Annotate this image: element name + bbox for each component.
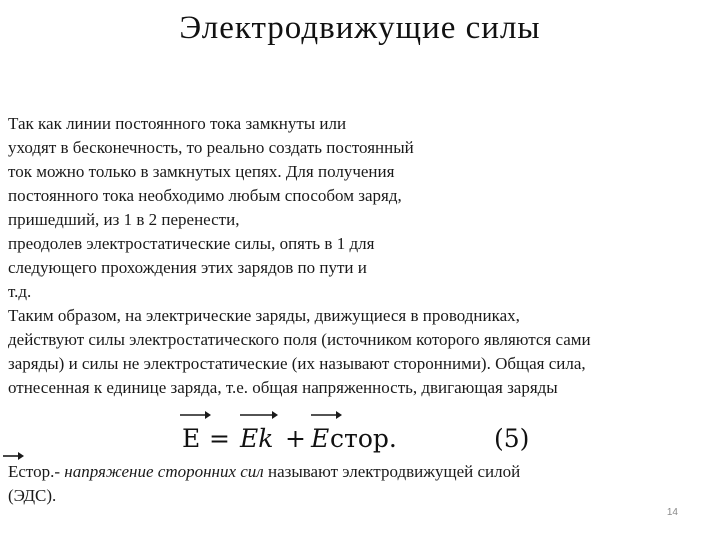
body-line: Так как линии постоянного тока замкнуты или [8, 114, 347, 133]
formula-5 [0, 405, 720, 461]
vector-arrow-estor [311, 411, 342, 419]
vector-arrow-icon [2, 451, 24, 461]
vector-arrow-e [180, 411, 211, 419]
vector-arrow-ek [240, 411, 278, 419]
body-line: ток можно только в замкнутых цепях. Для получения [8, 162, 395, 181]
body-line: пришедший, из 1 в 2 перенести, [8, 210, 240, 229]
body-line: постоянного тока необходимо любым способом заряд, [8, 186, 402, 205]
page-number: 14 [666, 507, 678, 518]
estor-symbol [8, 461, 60, 482]
definition-line-2: (ЭДС). [8, 486, 57, 505]
body-line: следующего прохождения этих зарядов по пути и [8, 258, 367, 277]
definition-italic-term: напряжение сторонних сил [64, 462, 264, 481]
body-line: Таким образом, на электрические заряды, движущиеся в проводниках, [8, 306, 520, 325]
formula-equals: = [209, 424, 230, 453]
formula-graphic [0, 405, 720, 461]
body-line: заряды) и силы не электростатические (их называют сторонними). Общая сила, [8, 354, 586, 373]
formula-lhs: E [182, 424, 201, 453]
definition-line [8, 461, 520, 482]
formula-term-stor: стор. [330, 424, 397, 453]
body-line: действуют силы электростатического поля (источником которого являются сами [8, 330, 591, 349]
slide-title: Электродвижущие силы [179, 10, 541, 46]
body-line: т.д. [8, 282, 32, 301]
body-line: преодолев электростатические силы, опять в 1 для [8, 234, 375, 253]
formula-plus: + [285, 424, 306, 453]
body-line: уходят в бесконечность, то реально создать постоянный [8, 138, 414, 157]
formula-term-ek: Ek [240, 424, 274, 453]
body-line: отнесенная к единице заряда, т.е. общая напряженность, двигающая заряды [8, 378, 558, 397]
estor-symbol-text: Естор.- [8, 462, 61, 481]
definition-rest: называют электродвижущей силой [267, 462, 521, 481]
formula-term-e: E [311, 424, 330, 453]
formula-number: (5) [494, 424, 530, 453]
